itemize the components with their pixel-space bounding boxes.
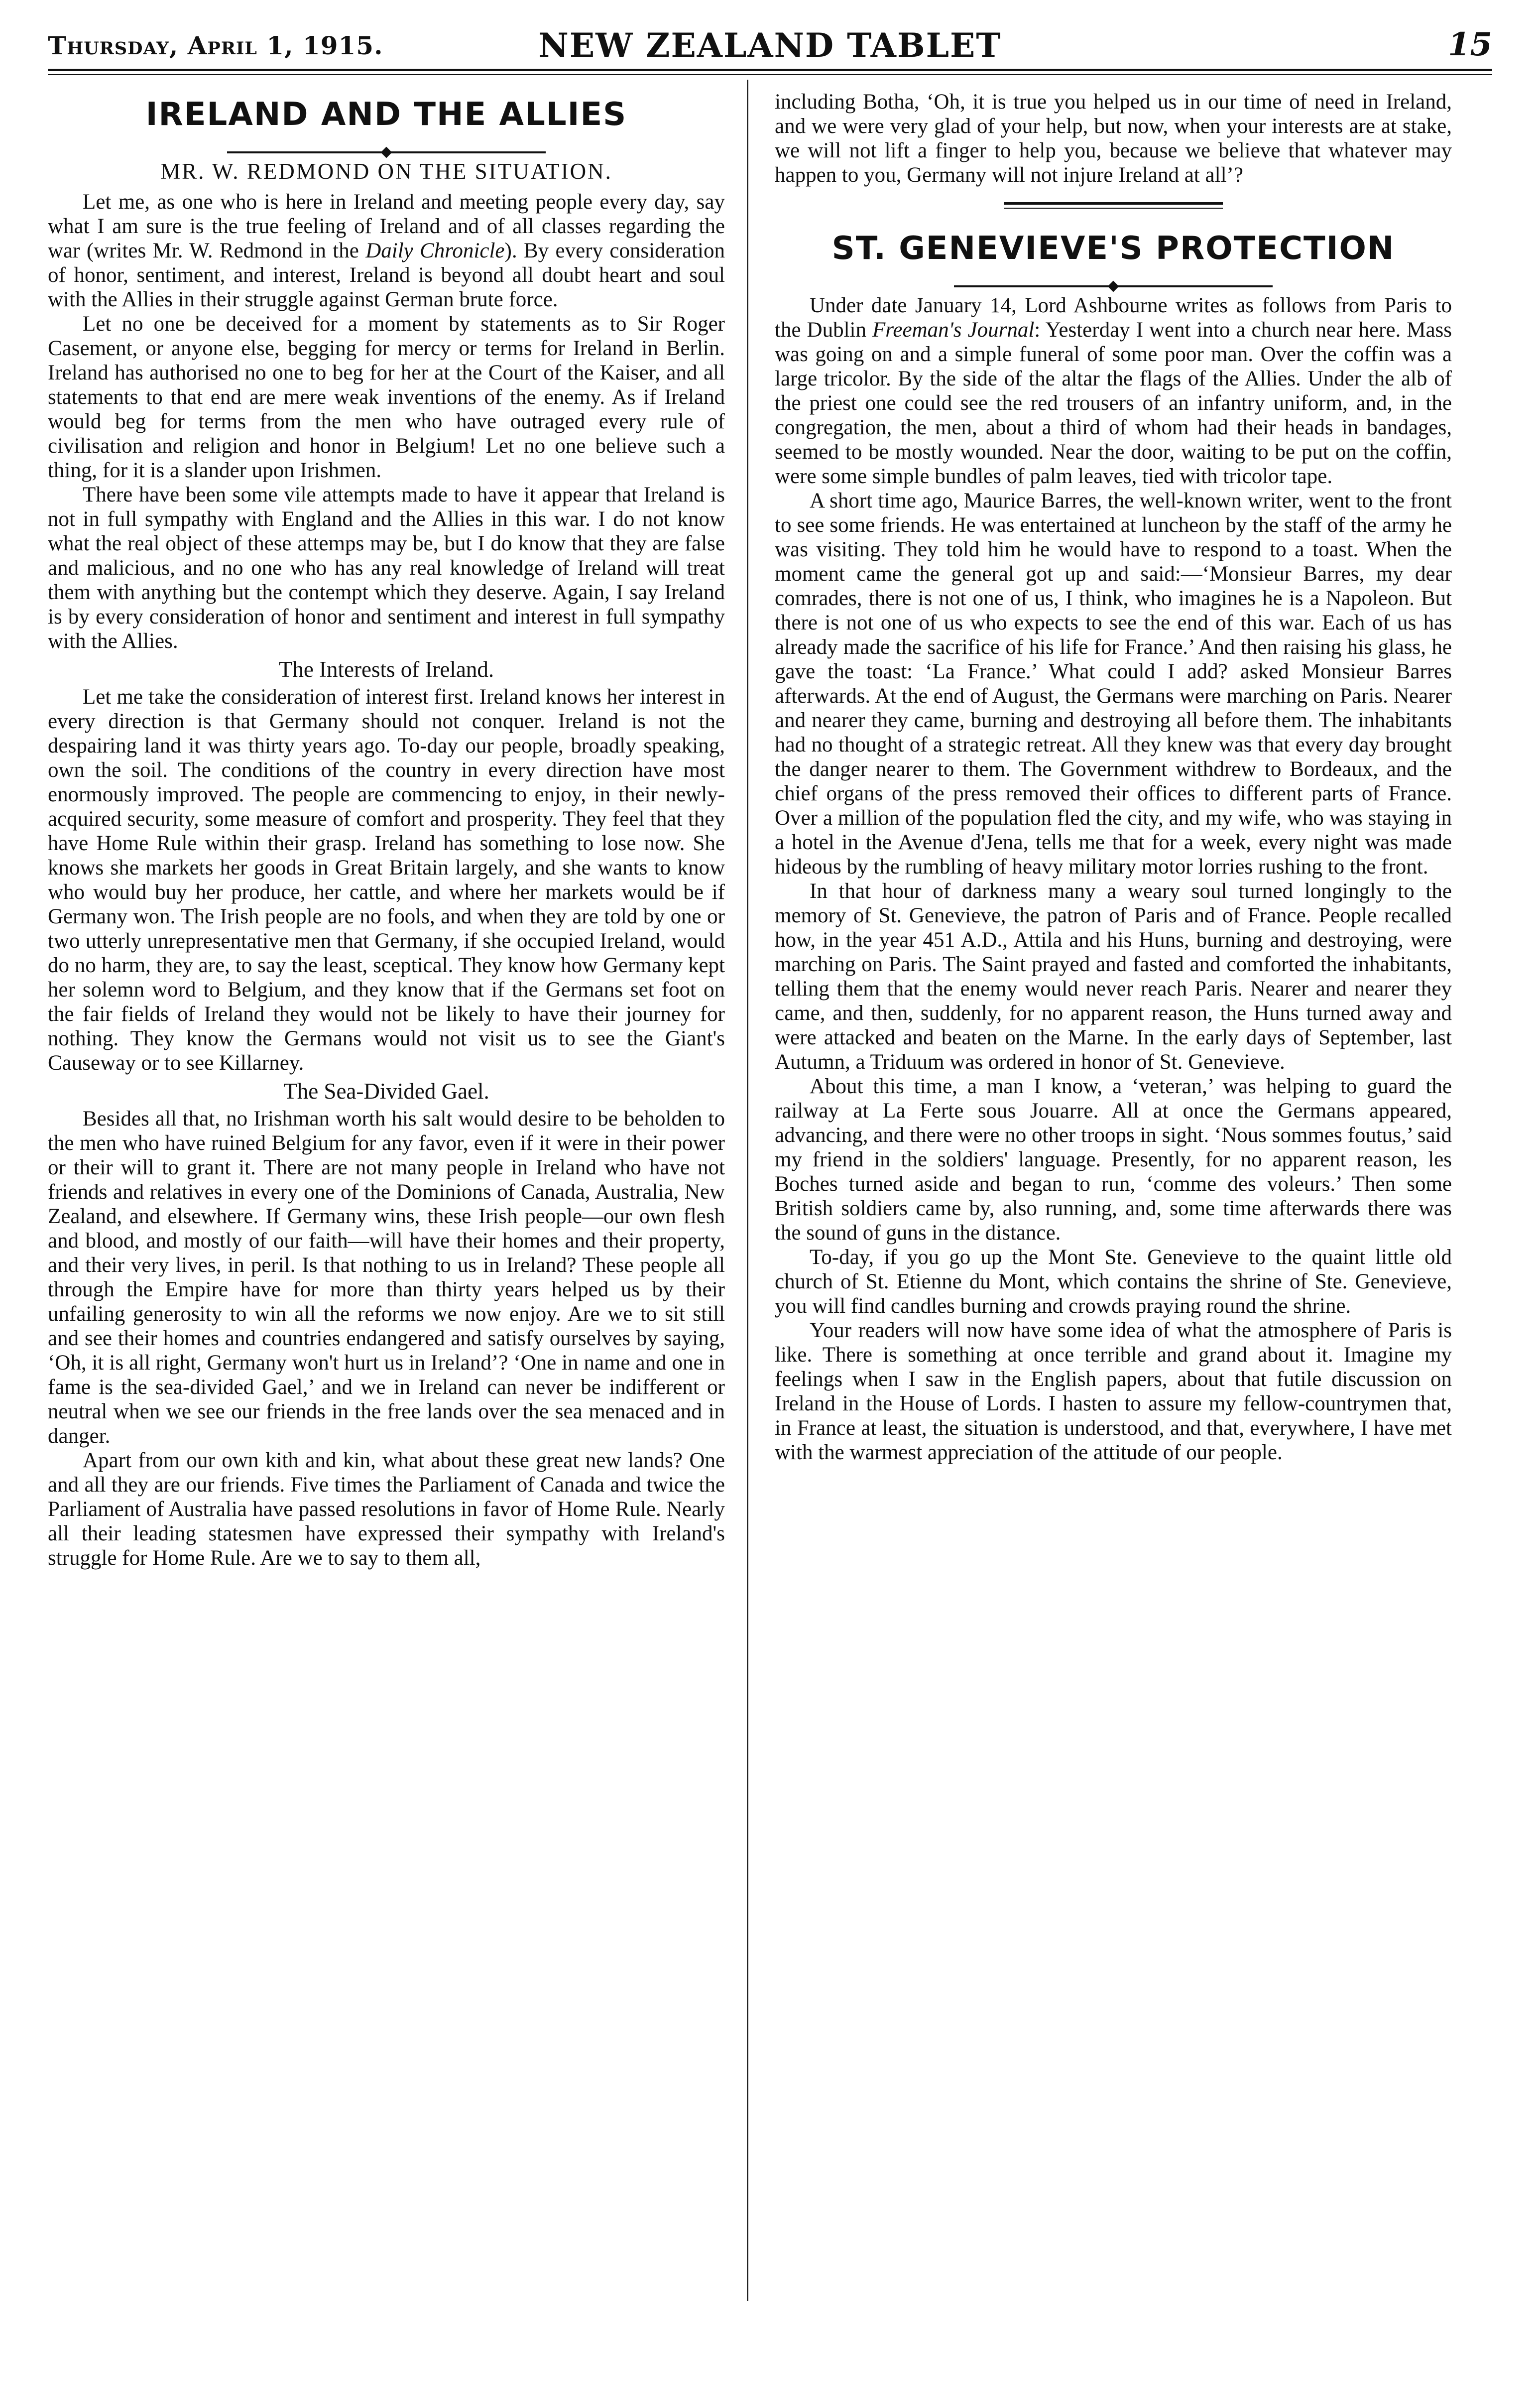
paragraph: Besides all that, no Irishman worth his salt would desire to be beholden to the men who have ruined Belgium for any favor, even if it were in their power or their will to grant it. There are not many people in Ireland who have not friends and relatives in every one of the Dominions of Canada, Australia, New Zealand, and elsewhere. If Germany wins, these Irish people—our own flesh and blood, and mostly of our faith—will have their homes and their property, and their very lives, in peril. Is that nothing to us in Ireland? These people all through the Empire have for more than thirty years helped us by their unfailing generosity to win all the reforms we now enjoy. Are we to sit still and see their homes and countries endangered and satisfy ourselves by saying, ‘Oh, it is all right, Germany won't hurt us in Ireland’? ‘One in name and one in fame is the sea-divided Gael,’ and we in Ireland can never be indifferent or neutral when we see our friends in the free lands over the sea menaced and in danger. — [48, 1107, 725, 1448]
paragraph-continued: including Botha, ‘Oh, it is true you helped us in our time of need in Ireland, and we were very glad of your help, but now, when your interests are at stake, we will not lift a finger to help you, because we believe that whatever may happen to you, Germany will not injure Ireland at all’? — [775, 90, 1452, 187]
article-separator — [1004, 202, 1223, 209]
right-column — [775, 90, 1452, 1465]
article-headline: IRELAND AND THE ALLIES — [145, 96, 627, 133]
newspaper-title: NEW ZEALAND TABLET — [538, 26, 1002, 65]
article-headline: ST. GENEVIEVE'S PROTECTION — [831, 230, 1395, 267]
newspaper-name: Daily Chronicle — [365, 239, 505, 262]
masthead — [48, 26, 1492, 65]
paragraph: About this time, a man I know, a ‘veteran,’ was helping to guard the railway at La Ferte sous Jouarre. All at once the Germans appeared, advancing, and there were no other troops in sight. ‘Nous sommes foutus,’ said my friend in the soldiers' language. Presently, for no apparent reason, les Boches turned aside and began to run, ‘comme des voleurs.’ Then some British soldiers came by, also running, and, some time afterwards there was the sound of guns in the distance. — [775, 1075, 1452, 1245]
paragraph: Let no one be deceived for a moment by statements as to Sir Roger Casement, or anyone else, begging for mercy or terms for Ireland in Berlin. Ireland has authorised no one to beg for her at the Court of the Kaiser, and all statements to that end are mere weak inventions of the enemy. As if Ireland would beg for terms from the men who have outraged every rule of civilisation and religion and honor in Belgium! Let no one believe such a thing, for it is a slander upon Irishmen. — [48, 312, 725, 482]
paragraph: To-day, if you go up the Mont Ste. Genevieve to the quaint little old church of St. Etienne du Mont, which contains the shrine of Ste. Genevieve, you will find candles burning and crowds praying round the shrine. — [775, 1246, 1452, 1318]
article-subhead: MR. W. REDMOND ON THE SITUATION. — [160, 159, 612, 184]
masthead-rule — [48, 69, 1492, 75]
paragraph: Under date January 14, Lord Ashbourne writes as follows from Paris to the Dublin Freeman's Journal: Yesterday I went into a church near here. Mass was going on and a simple funeral of some poor man. Over the coffin was a large tricolor. By the side of the altar the flags of the Allies. Under the alb of the priest one could see the red trousers of an infantry uniform, and, in the congregation, the men, about a third of whom had their heads in bandages, seemed to be mostly wounded. Near the door, waiting to be put on the coffin, were some simple bundles of palm leaves, tied with tricolor tape. — [775, 294, 1452, 488]
paragraph: In that hour of darkness many a weary soul turned longingly to the memory of St. Genevieve, the patron of Paris and of France. People recalled how, in the year 451 A.D., Attila and his Huns, burning and destroying, were marching on Paris. The Saint prayed and fasted and comforted the inhabitants, telling them that the enemy would never reach Paris. Nearer and nearer they came, and then, suddenly, for no apparent reason, the Huns turned away and were attacked and beaten on the Marne. In the early days of September, last Autumn, a Triduum was ordered in honor of St. Genevieve. — [775, 879, 1452, 1074]
paragraph: A short time ago, Maurice Barres, the well-known writer, went to the front to see some friends. He was entertained at luncheon by the staff of the army he was visiting. They told him he would have to respond to a toast. When the moment came the general got up and said:—‘Monsieur Barres, my dear comrades, there is not one of us, I think, who imagines he is a Napoleon. But there is not one of us who expects to see the end of this war. Each of us has already made the sacrifice of his life for France.’ And then raising his glass, he gave the toast: ‘La France.’ What could I add? asked Monsieur Barres afterwards. At the end of August, the Germans were marching on Paris. Nearer and nearer they came, burning and destroying all before them. The inhabitants had no thought of a strategic retreat. All they knew was that every day brought the danger nearer to them. The Government withdrew to Bordeaux, and the chief organs of the press removed their offices to different parts of France. Over a million of the population fled the city, and my wife, who was staying in a hotel in the Avenue d'Jena, tells me that for a week, every night was made hideous by the rumbling of heavy military motor lorries rushing to the front. — [775, 489, 1452, 878]
page-number: 15 — [1447, 26, 1492, 63]
paragraph: Apart from our own kith and kin, what about these great new lands? One and all they are our friends. Five times the Parliament of Canada and twice the Parliament of Australia have passed resolutions in favor of Home Rule. Nearly all their leading statesmen have expressed their sympathy with Ireland's struggle for Home Rule. Are we to say to them all, — [48, 1449, 725, 1570]
paragraph: There have been some vile attempts made to have it appear that Ireland is not in full sympathy with England and the Allies in this war. I do not know what the real object of these attemps may be, but I do know that they are false and malicious, and no one who has any real knowledge of Ireland will treat them with anything but the contempt which they deserve. Again, I say Ireland is by every consideration of honor and sentiment and interest in full sympathy with the Allies. — [48, 483, 725, 653]
column-divider — [747, 80, 748, 2301]
left-column — [48, 90, 725, 1570]
section-heading: The Interests of Ireland. — [278, 657, 494, 682]
issue-date: Thursday, April 1, 1915. — [48, 31, 383, 60]
paragraph: Let me, as one who is here in Ireland and meeting people every day, say what I am sure is the true feeling of Ireland and of all classes regarding the war (writes Mr. W. Redmond in the Daily Chronicle). By every consideration of honor, sentiment, and interest, Ireland is beyond all doubt heart and soul with the Allies in their struggle against German brute force. — [48, 190, 725, 311]
paragraph: Your readers will now have some idea of what the atmosphere of Paris is like. There is something at once terrible and grand about it. Imagine my feelings when I saw in the English papers, about that futile discussion on Ireland in the House of Lords. I hasten to assure my fellow-countrymen that, in France at least, the situation is understood, and that, everywhere, I have met with the warmest appreciation of the attitude of our people. — [775, 1319, 1452, 1464]
headline-ornament — [775, 272, 1452, 282]
newspaper-name: Freeman's Journal — [872, 318, 1035, 342]
paragraph: Let me take the consideration of interest first. Ireland knows her interest in every direction is that Germany should not conquer. Ireland is not the despairing land it was thirty years ago. To-day our people, broadly speaking, own the soil. The conditions of the country in every direction have most enormously improved. The people are commencing to enjoy, in their newly-acquired security, some measure of comfort and prosperity. They feel that they have Home Rule within their grasp. Ireland has something to lose now. She knows she markets her goods in Great Britain largely, and she wants to know who would buy her produce, her cattle, and where her markets would be if Germany won. The Irish people are no fools, and when they are told by one or two utterly unrepresentative men that Germany, if she occupied Ireland, would do no harm, they are, to say the least, sceptical. They know how Germany kept her solemn word to Belgium, and they know that if the Germans set foot on the fair fields of Ireland they would not be likely to have their journey for nothing. They know the Germans would not visit us to see the Giant's Causeway or to see Killarney. — [48, 685, 725, 1075]
section-heading: The Sea-Divided Gael. — [283, 1079, 489, 1104]
headline-ornament — [48, 138, 725, 148]
